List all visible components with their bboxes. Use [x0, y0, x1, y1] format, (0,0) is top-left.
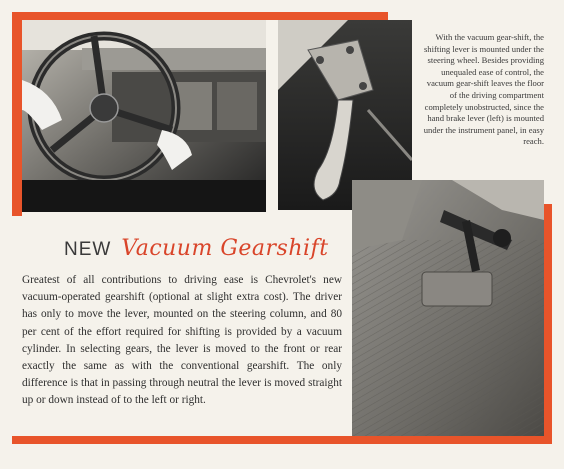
bottom-red-bar: [12, 436, 552, 444]
body-paragraph: Greatest of all contributions to driving ease is Chevrolet's new vacuum-operated gearshift (optional at slight extra cost). The driver has only to move the lever, mounted on the steering column, and 80 per cent of the effort required for shifting is provided by a vacuum cylinder. In selecting gears, the lever is moved to the front or rear exactly the same as with the conventional gearshift. The only difference is that in passing through neutral the lever is moved straight up or down instead of to the left or right.: [22, 274, 342, 407]
floor-illustration: [352, 180, 544, 436]
heading-prefix: NEW: [64, 239, 112, 260]
photo-caption: With the vacuum gear-shift, the shifting lever is mounted under the steering wheel. Besides providing unequaled ease of control, the vacuum gear-shift leaves the floor of the driving compartment completely unobstructed, since the hand brake lever (left) is mounted under the instrument panel, in easy reach.: [423, 32, 544, 147]
top-red-bar: [12, 12, 388, 20]
floor-compartment-photo: [352, 180, 544, 436]
steering-wheel-photo: [22, 20, 266, 212]
steering-wheel-illustration: [22, 20, 266, 212]
heading-title: Vacuum Gearshift: [121, 236, 329, 261]
left-red-bar: [12, 12, 22, 216]
section-heading: [64, 236, 329, 266]
